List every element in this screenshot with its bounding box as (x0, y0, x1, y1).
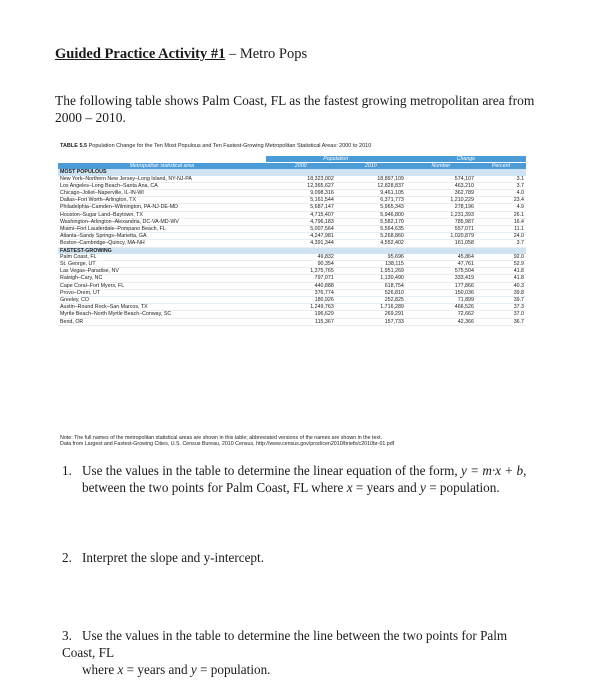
change-percent-cell: 3.7 (476, 240, 526, 247)
table-row (58, 226, 526, 233)
area-cell: Palm Coast, FL (58, 254, 266, 261)
change-percent-cell: 3.7 (476, 182, 526, 189)
section-label: MOST POPULOUS (58, 169, 526, 175)
activity-heading (55, 46, 307, 63)
table-note: Note: The full names of the metropolitan statistical areas are shown in this table; abbreviated versions of the names are shown in the text. (60, 435, 383, 441)
pop-2010-cell: 1,716,289 (336, 304, 406, 311)
change-percent-cell: 11.1 (476, 226, 526, 233)
change-number-cell: 463,210 (406, 182, 476, 189)
pop-2010-cell: 252,825 (336, 297, 406, 304)
pop-2000-cell: 376,774 (266, 289, 336, 296)
table-row (58, 197, 526, 204)
table-row (58, 190, 526, 197)
change-percent-cell: 37.3 (476, 304, 526, 311)
area-cell: Dallas–Fort Worth–Arlington, TX (58, 197, 266, 204)
table-body (58, 169, 526, 325)
table-row (58, 182, 526, 189)
pop-2000-cell: 4,247,981 (266, 233, 336, 240)
header-change: Change (406, 156, 526, 163)
header-area: Metropolitan statistical area (58, 163, 266, 170)
change-number-cell: 71,899 (406, 297, 476, 304)
change-percent-cell: 39.8 (476, 289, 526, 296)
change-number-cell: 785,987 (406, 218, 476, 225)
area-cell: Philadelphia–Camden–Wilmington, PA-NJ-DE-MD (58, 204, 266, 211)
area-cell: Houston–Sugar Land–Baytown, TX (58, 211, 266, 218)
change-number-cell: 575,504 (406, 268, 476, 275)
question-3: 3. Use the values in the table to determine the line between the two points for Palm Coast, FL where x = years and y = population. (62, 628, 508, 677)
pop-2010-cell: 6,371,773 (336, 197, 406, 204)
area-cell: Bend, OR (58, 318, 266, 325)
area-cell: Washington–Arlington–Alexandria, DC-VA-MD-WV (58, 218, 266, 225)
pop-2000-cell: 4,391,344 (266, 240, 336, 247)
change-percent-cell: 41.8 (476, 268, 526, 275)
pop-2000-cell: 4,715,407 (266, 211, 336, 218)
change-percent-cell: 92.0 (476, 254, 526, 261)
pop-2010-cell: 269,291 (336, 311, 406, 318)
activity-title: Guided Practice Activity #1 (55, 46, 226, 62)
area-cell: Austin–Round Rock–San Marcos, TX (58, 304, 266, 311)
table-caption (60, 143, 371, 149)
change-percent-cell: 26.1 (476, 211, 526, 218)
table-caption-text: Population Change for the Ten Most Populous and Ten Fastest-Growing Metropolitan Statistical Areas: 2000 to 2010 (88, 143, 372, 149)
question-number: 3. (62, 628, 72, 643)
change-percent-cell: 36.7 (476, 318, 526, 325)
change-number-cell: 574,107 (406, 176, 476, 183)
area-cell: New York–Northern New Jersey–Long Island, NY-NJ-PA (58, 176, 266, 183)
change-percent-cell: 24.0 (476, 233, 526, 240)
header-percent: Percent (476, 163, 526, 170)
section-row-growing (58, 247, 526, 254)
question-number: 2. (62, 550, 72, 565)
area-cell: Miami–Fort Lauderdale–Pompano Beach, FL (58, 226, 266, 233)
change-number-cell: 1,020,879 (406, 233, 476, 240)
pop-2000-cell: 4,796,183 (266, 218, 336, 225)
pop-2010-cell: 5,268,860 (336, 233, 406, 240)
change-percent-cell: 23.4 (476, 197, 526, 204)
change-number-cell: 557,071 (406, 226, 476, 233)
change-percent-cell: 40.3 (476, 282, 526, 289)
pop-2000-cell: 18,323,002 (266, 176, 336, 183)
table-row (58, 318, 526, 325)
change-number-cell: 45,864 (406, 254, 476, 261)
pop-2010-cell: 5,965,343 (336, 204, 406, 211)
change-percent-cell: 4.9 (476, 204, 526, 211)
pop-2010-cell: 618,754 (336, 282, 406, 289)
table-row (58, 304, 526, 311)
area-cell: Chicago–Joliet–Naperville, IL-IN-WI (58, 190, 266, 197)
pop-2010-cell: 4,552,402 (336, 240, 406, 247)
question-1: 1. Use the values in the table to determine the linear equation of the form, y = m·x + b, between the two points for Palm Coast, FL where x = years and y = population. (62, 463, 527, 495)
change-percent-cell: 39.7 (476, 297, 526, 304)
table-caption-label: TABLE 5.5 (60, 143, 88, 149)
change-number-cell: 150,036 (406, 289, 476, 296)
change-number-cell: 72,662 (406, 311, 476, 318)
table-footnotes (60, 435, 394, 447)
area-cell: Boston–Cambridge–Quincy, MA-NH (58, 240, 266, 247)
pop-2010-cell: 95,696 (336, 254, 406, 261)
pop-2000-cell: 9,098,316 (266, 190, 336, 197)
header-2000: 2000 (266, 163, 336, 170)
change-number-cell: 333,419 (406, 275, 476, 282)
table-row (58, 211, 526, 218)
area-cell: Myrtle Beach–North Myrtle Beach–Conway, SC (58, 311, 266, 318)
population-table-figure (58, 143, 528, 453)
area-cell: Los Angeles–Long Beach–Santa Ana, CA (58, 182, 266, 189)
intro-paragraph: The following table shows Palm Coast, FL as the fastest growing metropolitan area from 2000 – 2010. (55, 93, 535, 125)
linear-form: y = m·x + b (461, 463, 524, 478)
question-2 (62, 549, 542, 566)
area-cell: St. George, UT (58, 261, 266, 268)
area-cell: Greeley, CO (58, 297, 266, 304)
area-cell: Provo–Orem, UT (58, 289, 266, 296)
pop-2010-cell: 1,951,269 (336, 268, 406, 275)
pop-2000-cell: 115,367 (266, 318, 336, 325)
table-row (58, 282, 526, 289)
pop-2010-cell: 18,897,109 (336, 176, 406, 183)
table-row (58, 311, 526, 318)
pop-2000-cell: 440,888 (266, 282, 336, 289)
table-row (58, 261, 526, 268)
table-row (58, 297, 526, 304)
table-source: Data from Largest and Fastest-Growing Cities, U.S. Census Bureau, 2010 Census, http://www.census.gov/prod/cen2010/briefs/c2010br-01.pdf (60, 441, 395, 448)
question-text: Interpret the slope and y-intercept. (82, 550, 264, 565)
area-cell: Raleigh–Cary, NC (58, 275, 266, 282)
question-number: 1. (62, 463, 72, 478)
change-percent-cell: 41.8 (476, 275, 526, 282)
pop-2010-cell: 5,946,800 (336, 211, 406, 218)
change-number-cell: 466,526 (406, 304, 476, 311)
population-table (58, 156, 526, 326)
change-number-cell: 278,196 (406, 204, 476, 211)
change-percent-cell: 16.4 (476, 218, 526, 225)
area-cell: Atlanta–Sandy Springs–Marietta, GA (58, 233, 266, 240)
pop-2000-cell: 1,375,765 (266, 268, 336, 275)
pop-2000-cell: 90,354 (266, 261, 336, 268)
header-number: Number (406, 163, 476, 170)
change-percent-cell: 37.0 (476, 311, 526, 318)
pop-2010-cell: 157,733 (336, 318, 406, 325)
table-row (58, 218, 526, 225)
table-row (58, 275, 526, 282)
table-row (58, 233, 526, 240)
table-row (58, 268, 526, 275)
table-row (58, 240, 526, 247)
pop-2010-cell: 1,130,490 (336, 275, 406, 282)
pop-2010-cell: 5,582,170 (336, 218, 406, 225)
pop-2000-cell: 5,687,147 (266, 204, 336, 211)
header-2010: 2010 (336, 163, 406, 170)
change-number-cell: 161,058 (406, 240, 476, 247)
area-cell: Las Vegas–Paradise, NV (58, 268, 266, 275)
pop-2000-cell: 1,249,763 (266, 304, 336, 311)
pop-2010-cell: 9,461,105 (336, 190, 406, 197)
change-number-cell: 42,366 (406, 318, 476, 325)
change-number-cell: 177,866 (406, 282, 476, 289)
table-row (58, 289, 526, 296)
table-row (58, 176, 526, 183)
area-cell: Cape Coral–Fort Myers, FL (58, 282, 266, 289)
pop-2010-cell: 5,564,635 (336, 226, 406, 233)
change-number-cell: 1,231,393 (406, 211, 476, 218)
activity-subtitle: – Metro Pops (225, 46, 308, 62)
table-row (58, 204, 526, 211)
pop-2000-cell: 12,365,627 (266, 182, 336, 189)
table-row (58, 254, 526, 261)
header-population: Population (266, 156, 406, 163)
change-number-cell: 47,761 (406, 261, 476, 268)
pop-2000-cell: 49,832 (266, 254, 336, 261)
pop-2000-cell: 5,161,544 (266, 197, 336, 204)
pop-2000-cell: 180,926 (266, 297, 336, 304)
change-percent-cell: 52.9 (476, 261, 526, 268)
pop-2000-cell: 797,071 (266, 275, 336, 282)
pop-2010-cell: 12,828,837 (336, 182, 406, 189)
change-number-cell: 362,789 (406, 190, 476, 197)
pop-2010-cell: 138,115 (336, 261, 406, 268)
pop-2010-cell: 526,810 (336, 289, 406, 296)
change-percent-cell: 3.1 (476, 176, 526, 183)
change-percent-cell: 4.0 (476, 190, 526, 197)
pop-2000-cell: 196,629 (266, 311, 336, 318)
section-label: FASTEST-GROWING (58, 247, 526, 254)
change-number-cell: 1,210,229 (406, 197, 476, 204)
pop-2000-cell: 5,007,564 (266, 226, 336, 233)
